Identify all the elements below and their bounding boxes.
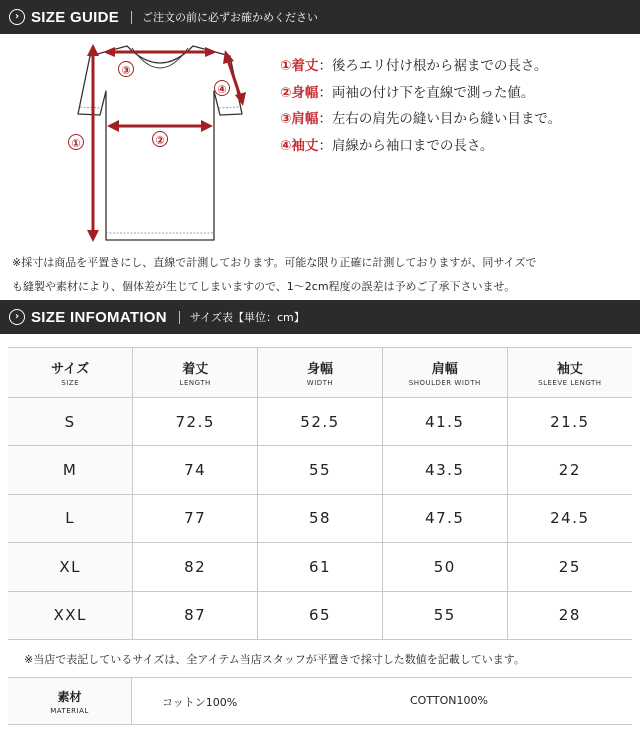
desc-width-label: ②身幅	[280, 85, 319, 101]
desc-width	[280, 81, 534, 101]
length-arrowhead-bottom	[87, 230, 99, 242]
desc-length-label: ①着丈	[280, 58, 319, 74]
table-row	[8, 494, 632, 542]
table-row	[8, 446, 632, 494]
marker-1: ①	[71, 137, 81, 150]
length-arrowhead-top	[87, 44, 99, 56]
cell-size: M	[8, 446, 133, 494]
measure-note-line1: ※採寸は商品を平置きにし、直線で計測しております。可能な限り正確に計測しておりますが、同サイズで	[12, 256, 537, 269]
material-header	[8, 678, 132, 724]
sleeve-arrowhead-top	[223, 50, 234, 64]
table-row	[8, 398, 632, 446]
material-row	[8, 677, 632, 725]
cell-size: S	[8, 398, 133, 446]
chevron-right-icon: ›	[9, 309, 25, 325]
size-info-title: SIZE INFOMATION	[31, 308, 167, 326]
desc-shoulder	[280, 107, 561, 127]
size-guide-header	[0, 0, 640, 34]
cell-width: 65	[258, 591, 383, 639]
desc-length-text: ：後ろエリ付け根から裾までの長さ。	[318, 58, 548, 74]
header-shoulder	[382, 348, 507, 398]
cell-length: 77	[133, 494, 258, 542]
cell-shoulder: 43.5	[382, 446, 507, 494]
header-divider	[179, 311, 180, 324]
header-width-jp: 身幅	[306, 362, 333, 377]
cell-length: 74	[133, 446, 258, 494]
header-sleeve-en: SLEEVE LENGTH	[538, 379, 602, 387]
size-table-header-row	[8, 348, 632, 398]
header-width-en: WIDTH	[306, 379, 334, 387]
header-length	[133, 348, 258, 398]
marker-2: ②	[155, 134, 165, 147]
desc-sleeve-label: ④袖丈	[280, 138, 319, 154]
chevron-right-icon: ›	[9, 9, 25, 25]
header-length-en: LENGTH	[179, 379, 211, 387]
cell-size: L	[8, 494, 133, 542]
desc-width-text: ：両袖の付け下を直線で測った値。	[318, 85, 535, 101]
table-note: ※当店で表記しているサイズは、全アイテム当店スタッフが平置きで採寸した数値を記載しています。	[24, 653, 525, 666]
marker-4: ④	[217, 83, 227, 96]
header-divider	[131, 11, 132, 24]
marker-3: ③	[121, 64, 131, 77]
size-info-header	[0, 300, 640, 334]
cell-sleeve: 21.5	[507, 398, 632, 446]
cell-width: 58	[258, 494, 383, 542]
header-shoulder-en: SHOULDER WIDTH	[408, 379, 481, 387]
cell-sleeve: 24.5	[507, 494, 632, 542]
desc-shoulder-text: ：左右の肩先の縫い目から縫い目まで。	[318, 111, 562, 127]
cell-size: XXL	[8, 591, 133, 639]
material-value-en: COTTON100%	[410, 694, 488, 707]
size-guide-subtitle: ご注文の前に必ずお確かめください	[142, 11, 319, 24]
material-value-jp: コットン100%	[162, 696, 238, 709]
desc-sleeve-text: ：肩線から袖口までの長さ。	[318, 138, 494, 154]
cell-shoulder: 55	[382, 591, 507, 639]
cell-shoulder: 41.5	[382, 398, 507, 446]
header-width	[258, 348, 383, 398]
cell-width: 61	[258, 543, 383, 591]
size-table	[8, 347, 632, 640]
size-guide-title: SIZE GUIDE	[31, 8, 120, 26]
cell-sleeve: 22	[507, 446, 632, 494]
material-label-en: MATERIAL	[50, 706, 89, 715]
measure-note-line2: も縫製や素材により、個体差が生じてしまいますので、1〜2cm程度の誤差は予めご了承下さいませ。	[12, 280, 516, 293]
table-row	[8, 543, 632, 591]
desc-shoulder-label: ③肩幅	[280, 111, 319, 127]
cell-length: 72.5	[133, 398, 258, 446]
material-label-jp: 素材	[57, 689, 82, 704]
header-length-jp: 着丈	[182, 362, 209, 377]
header-size	[8, 348, 133, 398]
tshirt-diagram	[60, 36, 260, 246]
cell-length: 87	[133, 591, 258, 639]
header-shoulder-jp: 肩幅	[431, 362, 458, 377]
cell-width: 55	[258, 446, 383, 494]
cell-length: 82	[133, 543, 258, 591]
cell-sleeve: 25	[507, 543, 632, 591]
cell-shoulder: 50	[382, 543, 507, 591]
desc-length	[280, 54, 547, 74]
cell-width: 52.5	[258, 398, 383, 446]
desc-sleeve	[280, 134, 493, 154]
cell-size: XL	[8, 543, 133, 591]
size-info-subtitle: サイズ表【単位：cm】	[189, 311, 305, 324]
header-size-en: SIZE	[61, 379, 80, 387]
table-row	[8, 591, 632, 639]
cell-sleeve: 28	[507, 591, 632, 639]
header-sleeve	[507, 348, 632, 398]
header-size-jp: サイズ	[51, 362, 90, 377]
cell-shoulder: 47.5	[382, 494, 507, 542]
header-sleeve-jp: 袖丈	[556, 362, 583, 377]
